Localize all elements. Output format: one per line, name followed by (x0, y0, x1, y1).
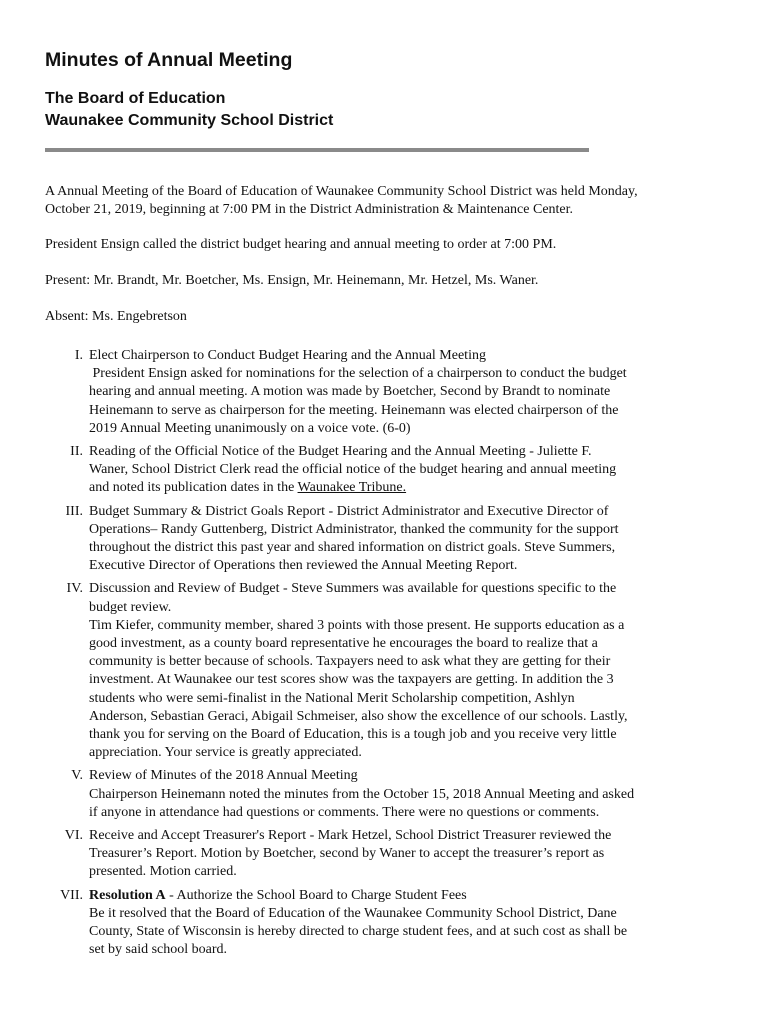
agenda-item-line: Receive and Accept Treasurer's Report - Mark Hetzel, School District Treasurer reviewed the (89, 828, 612, 844)
agenda-item-line: Executive Director of Operations then reviewed the Annual Meeting Report. (89, 558, 518, 574)
agenda-item (45, 443, 725, 498)
agenda-item-line: students who were semi-finalist in the National Merit Scholarship competition, Ashlyn (89, 690, 575, 706)
agenda-item-line: budget review. (89, 599, 172, 615)
agenda-item-number: III. (65, 503, 83, 519)
agenda-item-text: - Authorize the School Board to Charge Student Fees (165, 887, 467, 903)
agenda-item-line: Tim Kiefer, community member, shared 3 points with those present. He supports education as a (89, 617, 625, 633)
intro-paragraph (45, 183, 725, 219)
agenda-item-line: Budget Summary & District Goals Report - District Administrator and Executive Director of (89, 503, 609, 519)
agenda-item-line: Reading of the Official Notice of the Budget Hearing and the Annual Meeting - Juliette F. (89, 444, 592, 460)
district-name: Waunakee Community School District (45, 112, 334, 129)
page-title: Minutes of Annual Meeting (45, 49, 293, 71)
absent-paragraph: Absent: Ms. Engebretson (45, 309, 187, 324)
agenda-item-line: County, State of Wisconsin is hereby directed to charge student fees, and at such cost as shall be (89, 924, 628, 940)
agenda-item-line: Be it resolved that the Board of Education of the Waunakee Community School District, Dane (89, 905, 617, 921)
agenda-item-text: and noted its publication dates in the (89, 480, 298, 496)
intro-line: October 21, 2019, beginning at 7:00 PM in the District Administration & Maintenance Center. (45, 202, 574, 217)
agenda-item (45, 503, 725, 576)
agenda-item-number: II. (70, 444, 83, 460)
agenda-item (45, 767, 725, 822)
agenda-item-line: President Ensign asked for nominations for the selection of a chairperson to conduct the budget (89, 366, 627, 382)
agenda-item-line: presented. Motion carried. (89, 864, 237, 880)
board-name: The Board of Education (45, 90, 226, 107)
present-paragraph: Present: Mr. Brandt, Mr. Boetcher, Ms. Ensign, Mr. Heinemann, Mr. Hetzel, Ms. Waner. (45, 273, 539, 288)
agenda-item-line (89, 887, 725, 905)
agenda-item-line: Elect Chairperson to Conduct Budget Hearing and the Annual Meeting (89, 348, 486, 363)
agenda-item-number: V. (71, 768, 83, 784)
agenda-item-line (89, 479, 725, 497)
agenda-item-line: Waner, School District Clerk read the official notice of the budget hearing and annual meeting (89, 462, 617, 478)
agenda-item-line: 2019 Annual Meeting unanimously on a voice vote. (6-0) (89, 420, 411, 436)
agenda-item (45, 827, 725, 882)
agenda-item-line: Discussion and Review of Budget - Steve Summers was available for questions specific to the (89, 581, 617, 597)
agenda-item-line: good investment, as a county board representative he encourages the board to realize that a (89, 636, 598, 652)
intro-line: A Annual Meeting of the Board of Education of Waunakee Community School District was held Monday, (45, 184, 638, 199)
agenda-item-number: IV. (66, 581, 83, 597)
agenda-item-line: Operations– Randy Guttenberg, District Administrator, thanked the community for the support (89, 521, 619, 537)
agenda-item-line: Chairperson Heinemann noted the minutes from the October 15, 2018 Annual Meeting and asked (89, 786, 635, 802)
agenda-list (45, 347, 725, 965)
agenda-item-number: VII. (60, 887, 83, 903)
agenda-item-line: if anyone in attendance had questions or comments. There were no questions or comments. (89, 804, 600, 820)
agenda-item-line: investment. At Waunakee our test scores show was the taxpayers are getting. In addition the 3 (89, 672, 614, 688)
newspaper-name: Waunakee Tribune. (297, 480, 407, 496)
agenda-item-line: Treasurer’s Report. Motion by Boetcher, second by Waner to accept the treasurer’s report as (89, 846, 605, 862)
agenda-item (45, 580, 725, 762)
agenda-item-line: community is better because of schools. Taxpayers need to ask what they are getting for their (89, 654, 611, 670)
agenda-item-line: thank you for serving on the Board of Education, this is a tough job and you receive very little (89, 727, 617, 743)
resolution-title: Resolution A (89, 887, 166, 903)
agenda-item-line: hearing and annual meeting. A motion was made by Boetcher, Second by Brandt to nominate (89, 384, 611, 400)
agenda-item-line: Review of Minutes of the 2018 Annual Meeting (89, 768, 358, 784)
agenda-item-line: appreciation. Your service is greatly appreciated. (89, 745, 362, 761)
agenda-item-line: throughout the district this past year and shared information on district goals. Steve Summers, (89, 540, 616, 556)
agenda-item-line: set by said school board. (89, 942, 228, 958)
header-divider (45, 148, 589, 152)
agenda-item-number: I. (74, 348, 83, 363)
agenda-item-line: Anderson, Sebastian Geraci, Abigail Schmeiser, also show the excellence of our schools. Lastly, (89, 708, 628, 724)
call-to-order-paragraph: President Ensign called the district budget hearing and annual meeting to order at 7:00 PM. (45, 237, 557, 252)
agenda-item (45, 347, 725, 438)
agenda-item-line: Heinemann to serve as chairperson for the meeting. Heinemann was elected chairperson of the (89, 402, 619, 418)
agenda-item-number: VI. (64, 828, 83, 844)
agenda-item (45, 887, 725, 960)
